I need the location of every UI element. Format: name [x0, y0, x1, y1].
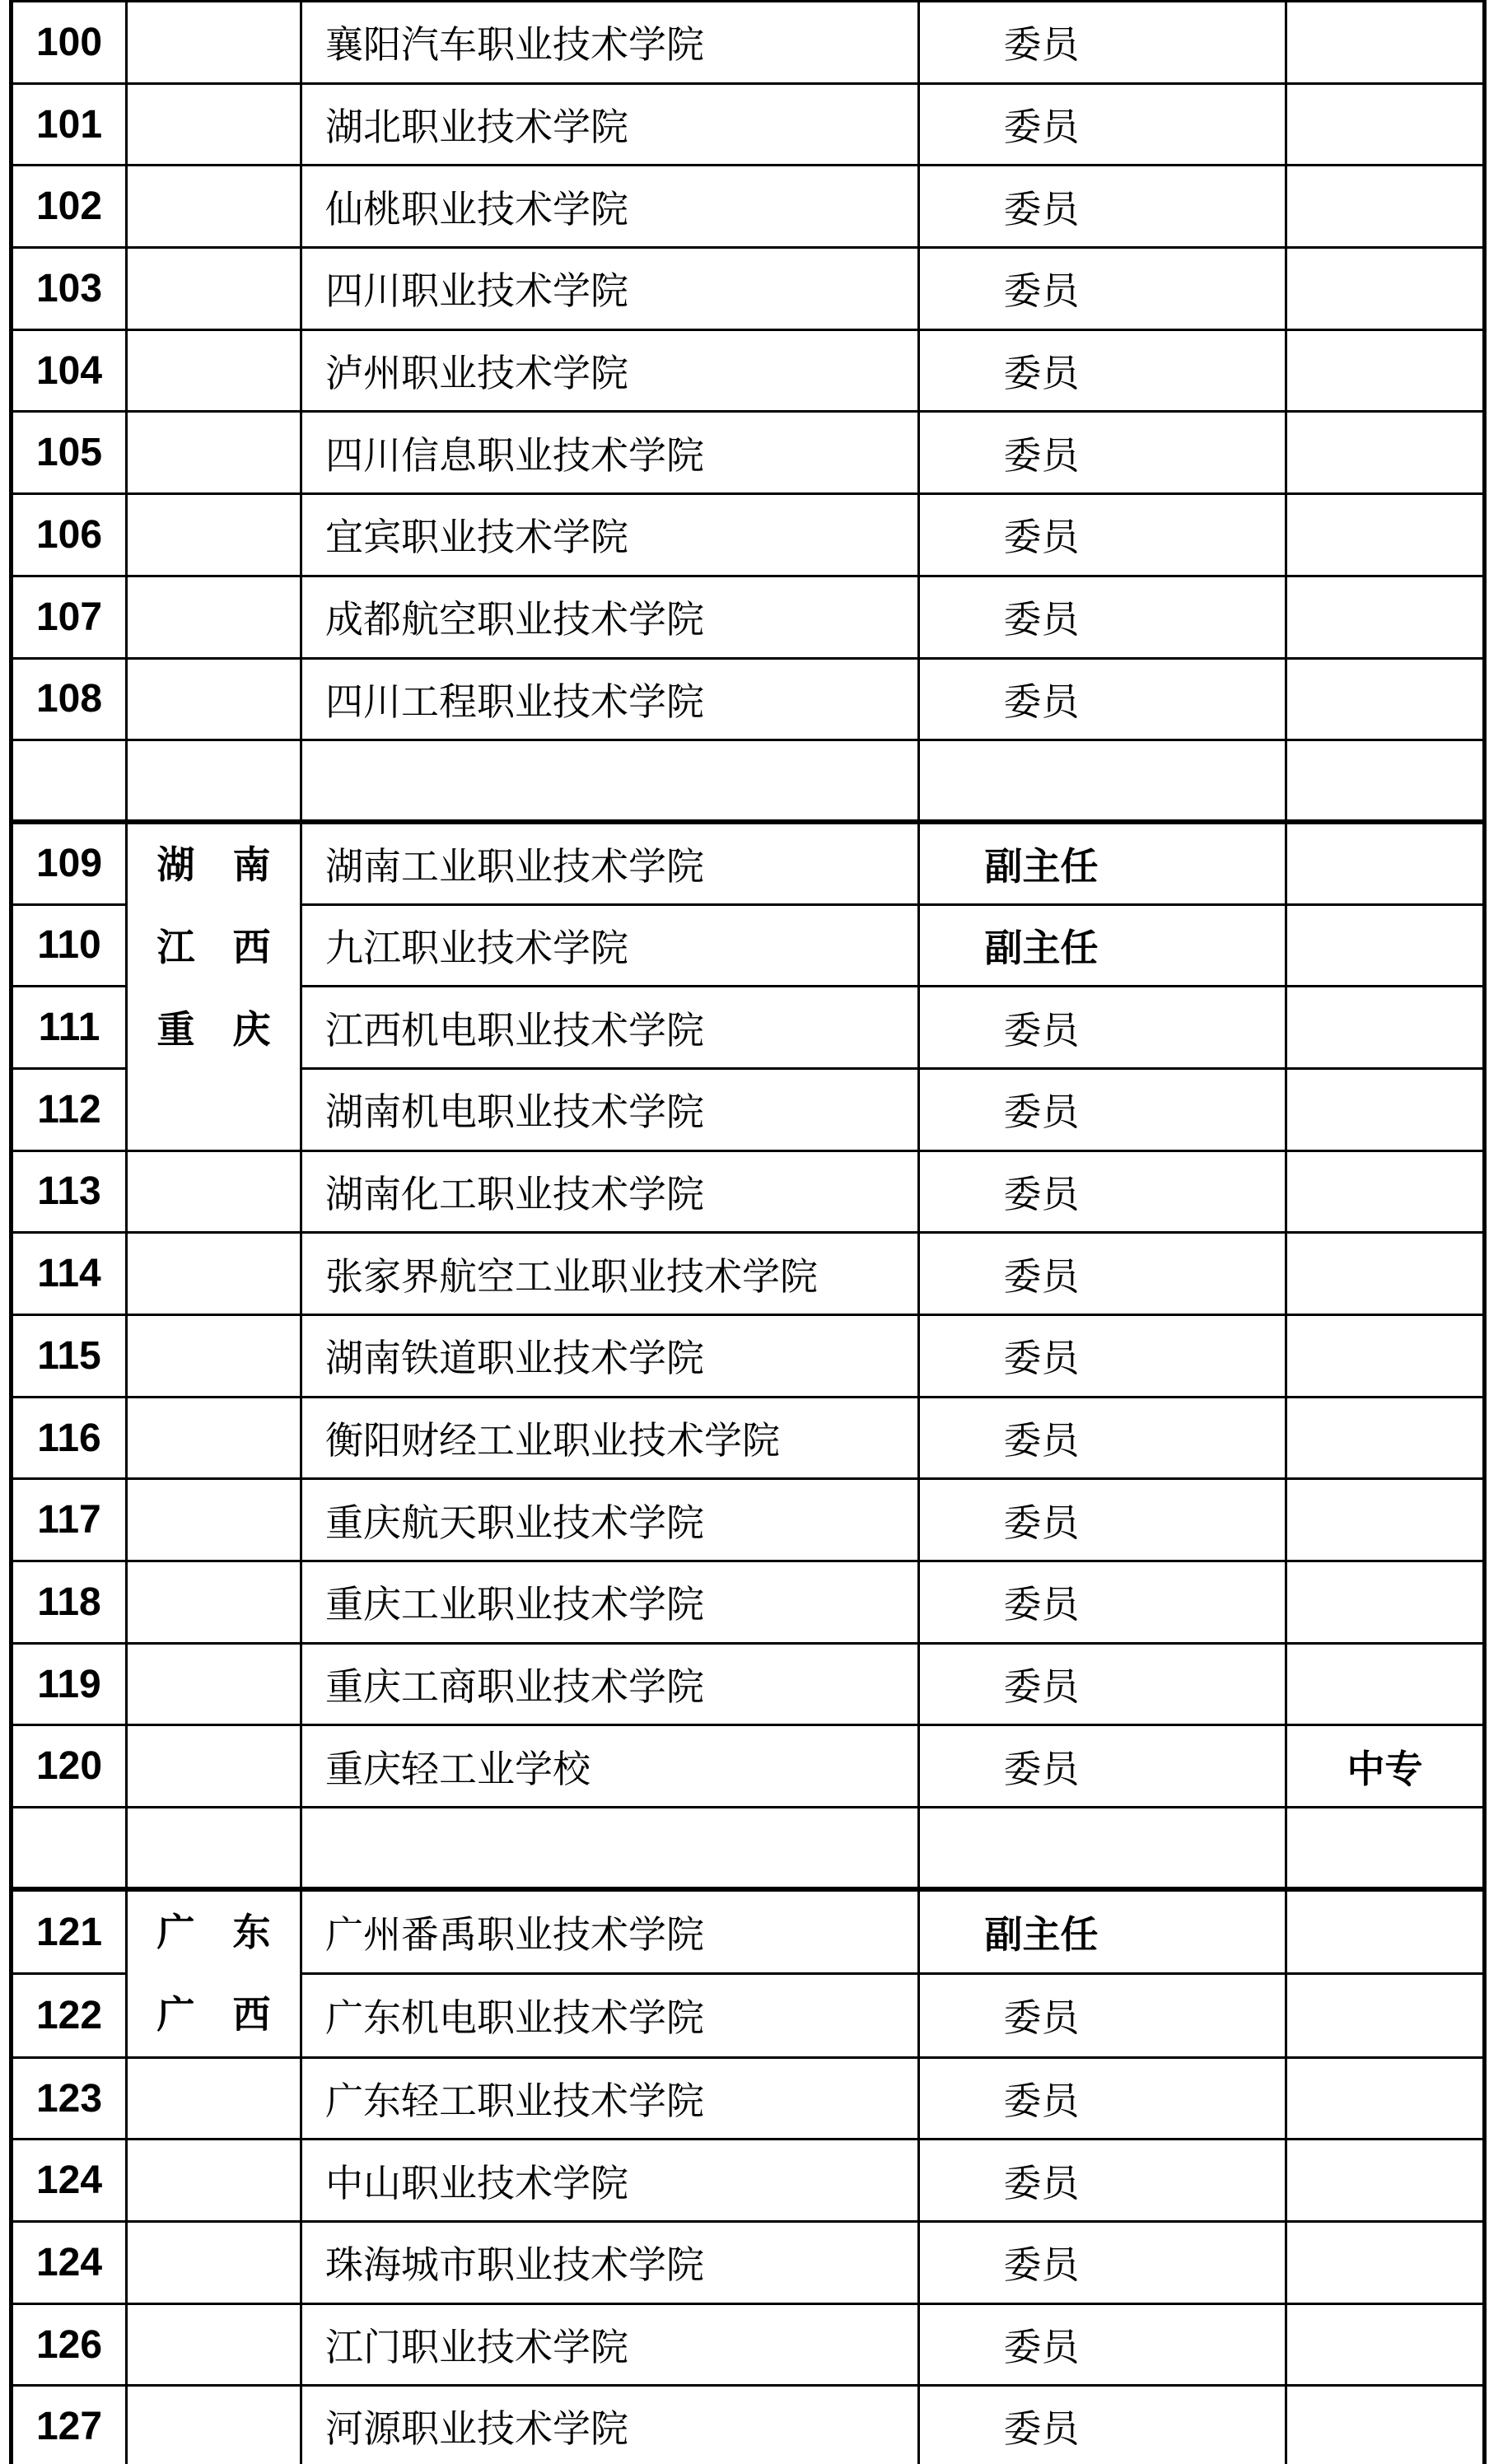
note-cell	[1286, 987, 1485, 1069]
school-cell: 湖南铁道职业技术学院	[301, 1315, 919, 1398]
note-cell	[1286, 1479, 1485, 1561]
school-cell: 广东机电职业技术学院	[301, 1973, 919, 2057]
row-number-cell: 124	[12, 2222, 127, 2304]
table-row	[12, 494, 1485, 576]
note-cell	[1286, 2, 1485, 84]
role-cell: 委员	[919, 658, 1286, 740]
region-cell	[127, 576, 301, 658]
note-cell	[1286, 576, 1485, 658]
role-cell: 委员	[919, 1233, 1286, 1315]
note-cell	[1286, 2386, 1485, 2464]
committee-table	[9, 0, 1487, 2464]
row-number-cell: 119	[12, 1643, 127, 1725]
note-cell	[1286, 1150, 1485, 1233]
role-cell	[919, 1808, 1286, 1890]
note-cell	[1286, 248, 1485, 330]
row-number-cell: 120	[12, 1725, 127, 1808]
row-number-cell: 121	[12, 1889, 127, 1973]
region-cell	[127, 1561, 301, 1644]
note-cell	[1286, 1068, 1485, 1150]
table-row	[12, 2303, 1485, 2386]
note-cell	[1286, 1889, 1485, 1973]
note-cell	[1286, 1233, 1485, 1315]
table-row	[12, 1397, 1485, 1479]
school-cell: 成都航空职业技术学院	[301, 576, 919, 658]
region-cell	[127, 1808, 301, 1890]
role-cell: 委员	[919, 1397, 1286, 1479]
note-cell	[1286, 1973, 1485, 2057]
region-cell	[127, 2140, 301, 2222]
role-cell: 委员	[919, 1725, 1286, 1808]
row-number-cell: 101	[12, 83, 127, 166]
region-cell	[127, 1725, 301, 1808]
role-cell: 委员	[919, 1068, 1286, 1150]
row-number-cell: 103	[12, 248, 127, 330]
role-cell: 委员	[919, 248, 1286, 330]
row-number-cell: 117	[12, 1479, 127, 1561]
school-cell: 重庆航天职业技术学院	[301, 1479, 919, 1561]
region-cell	[127, 1479, 301, 1561]
school-cell: 泸州职业技术学院	[301, 329, 919, 412]
table-row-empty	[12, 740, 1485, 823]
school-cell: 中山职业技术学院	[301, 2140, 919, 2222]
note-cell	[1286, 1643, 1485, 1725]
table-row	[12, 1725, 1485, 1808]
row-number-cell: 109	[12, 822, 127, 904]
school-cell: 湖南化工职业技术学院	[301, 1150, 919, 1233]
school-cell: 江门职业技术学院	[301, 2303, 919, 2386]
note-cell	[1286, 329, 1485, 412]
row-number-cell: 106	[12, 494, 127, 576]
school-cell	[301, 1808, 919, 1890]
school-cell: 四川工程职业技术学院	[301, 658, 919, 740]
row-number-cell	[12, 1808, 127, 1890]
row-number-cell	[12, 740, 127, 823]
region-cell	[127, 2386, 301, 2464]
table-row	[12, 329, 1485, 412]
role-cell: 委员	[919, 329, 1286, 412]
table-row	[12, 1233, 1485, 1315]
region-cell	[127, 2222, 301, 2304]
region-cell	[127, 2303, 301, 2386]
region-cell	[127, 2, 301, 84]
note-cell	[1286, 2140, 1485, 2222]
row-number-cell: 102	[12, 166, 127, 248]
school-cell: 重庆工商职业技术学院	[301, 1643, 919, 1725]
region-cell	[127, 1233, 301, 1315]
region-cell	[127, 329, 301, 412]
note-cell	[1286, 822, 1485, 904]
region-cell	[127, 1150, 301, 1233]
role-cell: 委员	[919, 494, 1286, 576]
region-cell	[127, 83, 301, 166]
row-number-cell: 105	[12, 412, 127, 494]
role-cell: 委员	[919, 2303, 1286, 2386]
role-cell: 副主任	[919, 822, 1286, 904]
table-row	[12, 2057, 1485, 2140]
role-cell: 委员	[919, 2, 1286, 84]
school-cell: 广州番禹职业技术学院	[301, 1889, 919, 1973]
row-number-cell: 116	[12, 1397, 127, 1479]
school-cell: 广东轻工职业技术学院	[301, 2057, 919, 2140]
table-row	[12, 2, 1485, 84]
note-cell	[1286, 2222, 1485, 2304]
role-cell: 委员	[919, 1150, 1286, 1233]
role-cell: 副主任	[919, 904, 1286, 987]
note-cell	[1286, 166, 1485, 248]
role-cell: 委员	[919, 2057, 1286, 2140]
table-row	[12, 1315, 1485, 1398]
school-cell: 四川职业技术学院	[301, 248, 919, 330]
row-number-cell: 124	[12, 2140, 127, 2222]
row-number-cell: 111	[12, 987, 127, 1069]
role-cell: 委员	[919, 1561, 1286, 1644]
school-cell: 江西机电职业技术学院	[301, 987, 919, 1069]
region-cell	[127, 1397, 301, 1479]
table-row	[12, 822, 1485, 904]
table-row	[12, 2222, 1485, 2304]
school-cell: 仙桃职业技术学院	[301, 166, 919, 248]
role-cell: 委员	[919, 166, 1286, 248]
school-cell: 衡阳财经工业职业技术学院	[301, 1397, 919, 1479]
role-cell: 委员	[919, 1479, 1286, 1561]
note-cell	[1286, 1808, 1485, 1890]
region-cell	[127, 494, 301, 576]
role-cell: 委员	[919, 83, 1286, 166]
school-cell: 河源职业技术学院	[301, 2386, 919, 2464]
region-cell	[127, 166, 301, 248]
school-cell: 湖南工业职业技术学院	[301, 822, 919, 904]
row-number-cell: 113	[12, 1150, 127, 1233]
school-cell: 张家界航空工业职业技术学院	[301, 1233, 919, 1315]
note-cell	[1286, 1561, 1485, 1644]
row-number-cell: 104	[12, 329, 127, 412]
school-cell: 襄阳汽车职业技术学院	[301, 2, 919, 84]
table-row	[12, 412, 1485, 494]
note-cell	[1286, 494, 1485, 576]
note-cell	[1286, 2303, 1485, 2386]
row-number-cell: 108	[12, 658, 127, 740]
school-cell: 湖北职业技术学院	[301, 83, 919, 166]
note-cell	[1286, 740, 1485, 823]
role-cell	[919, 740, 1286, 823]
table-row	[12, 1479, 1485, 1561]
table-row	[12, 248, 1485, 330]
table-row	[12, 2386, 1485, 2464]
note-cell	[1286, 1397, 1485, 1479]
role-cell: 委员	[919, 987, 1286, 1069]
note-cell	[1286, 2057, 1485, 2140]
note-cell	[1286, 412, 1485, 494]
table-row	[12, 1150, 1485, 1233]
note-cell	[1286, 904, 1485, 987]
table-row	[12, 576, 1485, 658]
note-cell	[1286, 658, 1485, 740]
role-cell: 委员	[919, 412, 1286, 494]
row-number-cell: 127	[12, 2386, 127, 2464]
region-cell	[127, 1315, 301, 1398]
role-cell: 委员	[919, 2140, 1286, 2222]
table-row	[12, 1889, 1485, 1973]
row-number-cell: 126	[12, 2303, 127, 2386]
region-cell	[127, 2057, 301, 2140]
row-number-cell: 107	[12, 576, 127, 658]
note-cell: 中专	[1286, 1725, 1485, 1808]
note-cell	[1286, 83, 1485, 166]
school-cell: 宜宾职业技术学院	[301, 494, 919, 576]
table-row	[12, 166, 1485, 248]
note-cell	[1286, 1315, 1485, 1398]
region-cell-merged: 广 东 广 西	[127, 1889, 301, 2057]
row-number-cell: 112	[12, 1068, 127, 1150]
region-cell-merged: 湖 南 江 西 重 庆	[127, 822, 301, 1150]
role-cell: 委员	[919, 1973, 1286, 2057]
role-cell: 委员	[919, 1315, 1286, 1398]
row-number-cell: 123	[12, 2057, 127, 2140]
school-cell: 珠海城市职业技术学院	[301, 2222, 919, 2304]
region-cell	[127, 248, 301, 330]
role-cell: 副主任	[919, 1889, 1286, 1973]
school-cell	[301, 740, 919, 823]
school-cell: 九江职业技术学院	[301, 904, 919, 987]
role-cell: 委员	[919, 576, 1286, 658]
school-cell: 湖南机电职业技术学院	[301, 1068, 919, 1150]
row-number-cell: 100	[12, 2, 127, 84]
table-row	[12, 1561, 1485, 1644]
table-row	[12, 83, 1485, 166]
school-cell: 重庆轻工业学校	[301, 1725, 919, 1808]
row-number-cell: 118	[12, 1561, 127, 1644]
committee-table-body	[12, 2, 1485, 2464]
role-cell: 委员	[919, 1643, 1286, 1725]
table-row	[12, 658, 1485, 740]
region-cell	[127, 740, 301, 823]
row-number-cell: 122	[12, 1973, 127, 2057]
row-number-cell: 114	[12, 1233, 127, 1315]
region-cell	[127, 412, 301, 494]
school-cell: 重庆工业职业技术学院	[301, 1561, 919, 1644]
row-number-cell: 110	[12, 904, 127, 987]
table-row	[12, 2140, 1485, 2222]
school-cell: 四川信息职业技术学院	[301, 412, 919, 494]
table-row-empty	[12, 1808, 1485, 1890]
region-cell	[127, 1643, 301, 1725]
region-cell	[127, 658, 301, 740]
table-row	[12, 1643, 1485, 1725]
role-cell: 委员	[919, 2222, 1286, 2304]
row-number-cell: 115	[12, 1315, 127, 1398]
role-cell: 委员	[919, 2386, 1286, 2464]
